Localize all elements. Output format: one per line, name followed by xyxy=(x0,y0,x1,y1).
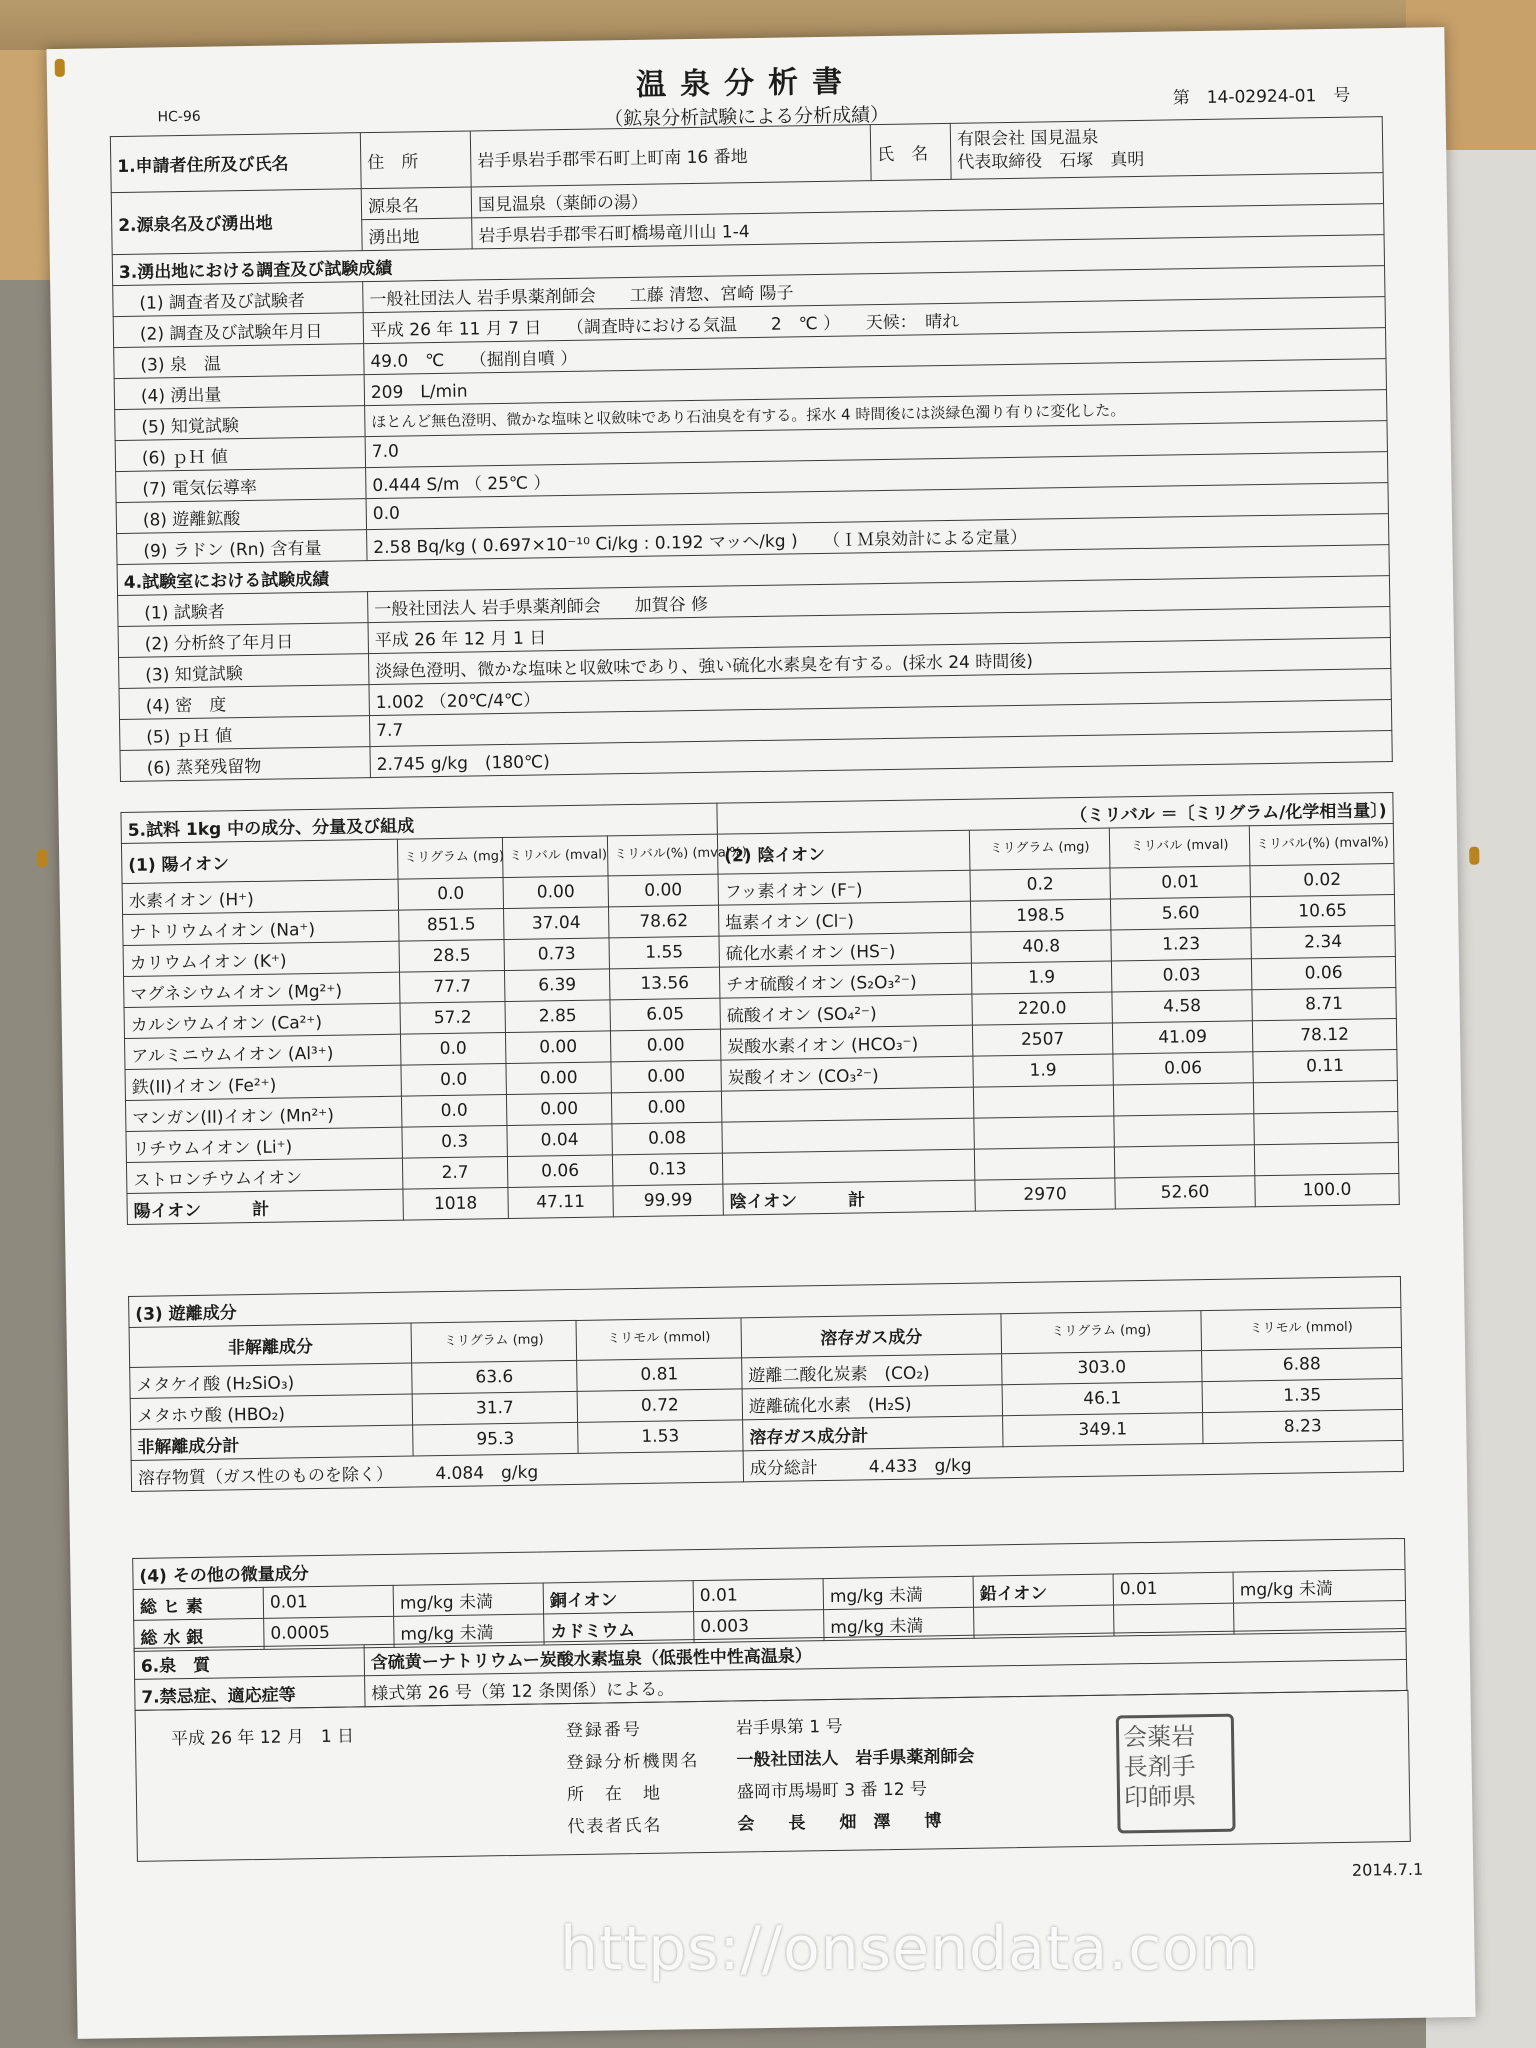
cation-pct: 0.00 xyxy=(610,1029,720,1062)
location-label: 所 在 地 xyxy=(566,1783,663,1806)
empty-cell xyxy=(1114,1114,1254,1147)
s4-key: (4) 密 度 xyxy=(119,685,369,720)
gas-mmol: 1.35 xyxy=(1202,1378,1402,1412)
cation-total-mg: 1018 xyxy=(403,1187,508,1220)
s3-key: (4) 湧出量 xyxy=(114,375,364,410)
nd-total-mg: 95.3 xyxy=(413,1422,578,1456)
s3-value: 0.444 S/m （ 25℃ ） xyxy=(366,452,1388,499)
anion-mval: 5.60 xyxy=(1110,897,1250,930)
total-components: 成分総計 4.433 g/kg xyxy=(743,1440,1403,1481)
anion-mval: 41.09 xyxy=(1112,1021,1252,1054)
anion-mg: 40.8 xyxy=(971,930,1111,963)
anion-title: (2) 陰イオン xyxy=(717,830,970,874)
section-3-title: 3.湧出地における調査及び試験成績 xyxy=(112,235,1384,286)
gas-name: 遊離二酸化炭素 (CO₂) xyxy=(742,1354,1002,1389)
location-value: 岩手県岩手郡雫石町橋場竜川山 1-4 xyxy=(472,204,1384,249)
cation-pct: 0.00 xyxy=(611,1060,721,1093)
s3-key: (7) 電気伝導率 xyxy=(116,468,366,503)
gas-mg: 303.0 xyxy=(1002,1351,1202,1385)
s3-key: (6) ｐＨ 値 xyxy=(115,437,365,472)
s3-value: 49.0 ℃ （掘削自噴 ） xyxy=(364,328,1386,375)
representative-name: 代表取締役 石塚 真明 xyxy=(957,149,1145,173)
anion-mg: 2507 xyxy=(972,1023,1112,1056)
anion-mval: 0.03 xyxy=(1111,959,1251,992)
cation-mval: 6.39 xyxy=(504,969,609,1002)
cation-name: アルミニウムイオン (Al³⁺) xyxy=(125,1034,401,1069)
cation-mval: 0.00 xyxy=(506,1093,611,1126)
cation-mval: 0.00 xyxy=(503,876,608,909)
cation-mg: 0.0 xyxy=(398,878,503,911)
cation-pct: 13.56 xyxy=(609,967,719,1000)
s4-key: (2) 分析終了年月日 xyxy=(118,623,368,658)
anion-name: 炭酸水素イオン (HCO₃⁻) xyxy=(720,1025,972,1060)
s3-key: (2) 調査及び試験年月日 xyxy=(113,313,363,348)
issue-date: 平成 26 年 12 月 1 日 xyxy=(170,1726,355,1750)
cation-pct: 0.00 xyxy=(608,874,718,907)
cation-total-mval: 47.11 xyxy=(508,1186,613,1219)
s3-value: 一般社団法人 岩手県薬剤師会 工藤 清惣、宮崎 陽子 xyxy=(363,266,1385,313)
source-name-value: 国見温泉（薬師の湯） xyxy=(471,173,1383,218)
anion-mval: 0.06 xyxy=(1113,1052,1253,1085)
anion-total-mval: 52.60 xyxy=(1115,1176,1255,1209)
s4-key: (1) 試験者 xyxy=(118,592,368,627)
source-label: 2.源泉名及び湧出地 xyxy=(111,189,362,255)
millival-note: （ミリバル ＝〔ミリグラム/化学相当量〕) xyxy=(717,793,1393,835)
nd-total-label: 非解離成分計 xyxy=(131,1425,413,1460)
name-label: 氏 名 xyxy=(870,123,951,180)
official-seal: 会薬岩 長剤手 印師県 xyxy=(1116,1714,1236,1834)
header-mg: ミリグラム (mg) xyxy=(411,1320,577,1363)
trace-name: 鉛イオン xyxy=(973,1574,1113,1607)
nd-mmol: 0.72 xyxy=(577,1389,742,1423)
organization-label: 登録分析機関名 xyxy=(566,1751,700,1774)
cation-mg: 77.7 xyxy=(399,971,504,1004)
trace-value: 0.01 xyxy=(1113,1572,1233,1605)
cation-mval: 0.00 xyxy=(506,1062,611,1095)
anion-mg: 198.5 xyxy=(970,899,1110,932)
watermark-url: https://onsendata.com xyxy=(560,1914,1260,1984)
cation-pct: 0.13 xyxy=(612,1153,722,1186)
anion-pct: 0.11 xyxy=(1253,1050,1397,1083)
anion-total-mg: 2970 xyxy=(975,1178,1115,1211)
anion-mval: 1.23 xyxy=(1111,928,1251,961)
gas-total-mg: 349.1 xyxy=(1003,1413,1203,1447)
cation-pct: 0.08 xyxy=(612,1122,722,1155)
gas-name: 遊離硫化水素 (H₂S) xyxy=(742,1385,1002,1420)
registration-row xyxy=(566,1712,843,1741)
cation-name: カリウムイオン (K⁺) xyxy=(123,941,399,976)
cation-total-pct: 99.99 xyxy=(613,1184,723,1217)
cation-title: (1) 陽イオン xyxy=(121,839,398,883)
cation-name: 水素イオン (H⁺) xyxy=(122,879,398,914)
anion-mg: 1.9 xyxy=(971,961,1111,994)
trace-value: 0.01 xyxy=(693,1579,823,1612)
header-mg: ミリグラム (mg) xyxy=(969,828,1110,870)
representative-label: 代表者氏名 xyxy=(567,1815,663,1838)
header-mval: ミリバル (mval) xyxy=(502,836,608,878)
gas-total-mmol: 8.23 xyxy=(1203,1409,1403,1443)
organization-value: 一般社団法人 岩手県薬剤師会 xyxy=(736,1746,975,1771)
header-mval-pct: ミリバル(%) (mval%) xyxy=(607,834,718,876)
location-row xyxy=(567,1774,927,1805)
empty-cell xyxy=(1113,1083,1253,1116)
empty-cell xyxy=(974,1147,1114,1180)
s4-key: (3) 知覚試験 xyxy=(119,654,369,689)
s3-key: (3) 泉 温 xyxy=(114,344,364,379)
cation-name: マグネシウムイオン (Mg²⁺) xyxy=(124,972,400,1007)
gas-title: 溶存ガス成分 xyxy=(741,1314,1002,1358)
s3-key: (5) 知覚試験 xyxy=(115,406,365,441)
cation-mg: 851.5 xyxy=(399,909,504,942)
cation-pct: 0.00 xyxy=(611,1091,721,1124)
s4-value: 1.002 （20℃/4℃） xyxy=(369,669,1391,716)
indications-label: 7.禁忌症、適応症等 xyxy=(135,1676,365,1711)
anion-mval: 0.01 xyxy=(1110,866,1250,899)
header-mval: ミリバル (mval) xyxy=(1109,826,1250,868)
header-mg: ミリグラム (mg) xyxy=(397,838,503,880)
anion-name: フッ素イオン (F⁻) xyxy=(718,870,970,905)
free-components-title: (3) 遊離成分 xyxy=(129,1276,1401,1327)
trace-unit: mg/kg 未満 xyxy=(394,1614,544,1647)
company-name: 有限会社 国見温泉 xyxy=(956,127,1099,151)
trace-unit: mg/kg 未満 xyxy=(823,1576,973,1609)
s4-value: 7.7 xyxy=(369,700,1391,747)
s4-key: (6) 蒸発残留物 xyxy=(120,747,370,782)
cation-name: マンガン(II)イオン (Mn²⁺) xyxy=(125,1096,401,1131)
s3-value: ほとんど無色澄明、微かな塩味と収斂味であり石油臭を有する。採水 4 時間後には淡緑色濁り有りに変化した。 xyxy=(365,390,1387,437)
cation-name: 鉄(II)イオン (Fe²⁺) xyxy=(125,1065,401,1100)
anion-mg: 220.0 xyxy=(972,992,1112,1025)
anion-pct: 0.06 xyxy=(1251,957,1395,990)
nd-total-mmol: 1.53 xyxy=(578,1420,743,1454)
organization-row xyxy=(566,1742,974,1773)
s3-key: (8) 遊離鉱酸 xyxy=(116,499,366,534)
cation-name: カルシウムイオン (Ca²⁺) xyxy=(124,1003,400,1038)
s4-value: 2.745 g/kg (180℃) xyxy=(370,731,1392,778)
section-4-title: 4.試験室における試験成績 xyxy=(117,545,1389,596)
cation-mg: 0.0 xyxy=(401,1095,506,1128)
nd-name: メタホウ酸 (HBO₂) xyxy=(130,1394,412,1429)
cation-mval: 0.04 xyxy=(507,1124,612,1157)
cation-total-label: 陽イオン 計 xyxy=(127,1189,403,1224)
analysis-document xyxy=(46,27,1475,2039)
empty-cell xyxy=(1114,1145,1254,1178)
anion-pct: 10.65 xyxy=(1250,895,1394,928)
cation-mval: 37.04 xyxy=(504,907,609,940)
anion-name: 硫酸イオン (SO₄²⁻) xyxy=(720,994,972,1029)
s4-value: 淡緑色澄明、微かな塩味と収斂味であり、強い硫化水素臭を有する。(採水 24 時間後) xyxy=(368,638,1390,685)
trace-title: (4) その他の微量成分 xyxy=(133,1538,1405,1589)
pin-icon xyxy=(37,849,47,867)
pin-icon xyxy=(1469,847,1479,865)
location-label: 湧出地 xyxy=(362,218,472,251)
cation-mg: 2.7 xyxy=(402,1156,507,1189)
anion-total-pct: 100.0 xyxy=(1255,1173,1399,1206)
empty-cell xyxy=(973,1085,1113,1118)
applicant-label: 1.申請者住所及び氏名 xyxy=(110,133,361,193)
empty-cell xyxy=(1254,1112,1398,1145)
address-value: 岩手県岩手郡雫石町上町南 16 番地 xyxy=(470,125,871,187)
anion-name: 炭酸イオン (CO₃²⁻) xyxy=(721,1056,973,1091)
anion-name: 硫化水素イオン (HS⁻) xyxy=(719,932,971,967)
free-components-table xyxy=(128,1276,1404,1492)
document-number: 第 14-02924-01 号 xyxy=(1172,85,1351,109)
empty-cell xyxy=(721,1087,973,1122)
s3-value: 0.0 xyxy=(366,483,1388,530)
s3-key: (1) 調査者及び試験者 xyxy=(113,282,363,317)
cation-mg: 0.0 xyxy=(400,1033,505,1066)
cation-mval: 2.85 xyxy=(505,1000,610,1033)
empty-cell xyxy=(722,1118,974,1153)
cation-pct: 6.05 xyxy=(610,998,720,1031)
trace-name: カドミウム xyxy=(544,1612,694,1645)
gas-mmol: 6.88 xyxy=(1202,1347,1402,1381)
anion-pct: 0.02 xyxy=(1250,864,1394,897)
empty-cell xyxy=(974,1116,1114,1149)
ions-table xyxy=(120,792,1399,1225)
cation-pct: 78.62 xyxy=(609,905,719,938)
trace-unit: mg/kg 未満 xyxy=(824,1607,974,1640)
location-value: 盛岡市馬場町 3 番 12 号 xyxy=(736,1779,928,1803)
s3-key: (9) ラドン (Rn) 含有量 xyxy=(117,530,367,565)
anion-pct: 78.12 xyxy=(1252,1019,1396,1052)
s3-value: 209 L/min xyxy=(364,359,1386,406)
anion-pct: 2.34 xyxy=(1251,926,1395,959)
document-subtitle: （鉱泉分析試験による分析成績） xyxy=(603,103,890,131)
trace-unit: mg/kg 未満 xyxy=(1233,1569,1406,1603)
address-label: 住 所 xyxy=(360,131,471,189)
anion-mval: 4.58 xyxy=(1112,990,1252,1023)
s3-value: 平成 26 年 11 月 7 日 （調査時における気温 2 ℃ ） 天候： 晴れ xyxy=(363,297,1385,344)
cation-mg: 57.2 xyxy=(400,1002,505,1035)
indications-value: 様式第 26 号（第 12 条関係）による。 xyxy=(365,1659,1407,1706)
document-title: 温泉分析書 xyxy=(635,64,857,103)
header-mg: ミリグラム (mg) xyxy=(1001,1311,1202,1354)
cation-name: ストロンチウムイオン xyxy=(126,1158,402,1193)
representative-value: 会 長 畑 澤 博 xyxy=(737,1811,942,1835)
registration-value: 岩手県第 1 号 xyxy=(735,1716,843,1739)
nd-mg: 31.7 xyxy=(412,1391,577,1425)
trace-value: 0.0005 xyxy=(264,1616,394,1649)
section-5-title: 5.試料 1kg 中の成分、分量及び組成 xyxy=(121,803,717,843)
anion-name: チオ硫酸イオン (S₂O₃²⁻) xyxy=(719,963,971,998)
form-code: HC-96 xyxy=(157,108,201,126)
cation-mg: 0.3 xyxy=(402,1126,507,1159)
trace-value: 0.01 xyxy=(263,1585,393,1618)
registration-label: 登録番号 xyxy=(565,1719,643,1742)
nd-mg: 63.6 xyxy=(412,1360,577,1394)
representative-row xyxy=(567,1806,941,1837)
anion-name: 塩素イオン (Cl⁻) xyxy=(718,901,970,936)
trace-name: 銅イオン xyxy=(543,1581,693,1614)
s4-key: (5) ｐＨ 値 xyxy=(119,716,369,751)
cation-pct: 1.55 xyxy=(609,936,719,969)
header-mmol: ミリモル (mmol) xyxy=(576,1318,742,1361)
trace-name: 総 水 銀 xyxy=(134,1618,264,1651)
print-date: 2014.7.1 xyxy=(1351,1859,1424,1880)
trace-name: 総 ヒ 素 xyxy=(133,1587,263,1620)
anion-pct: 8.71 xyxy=(1252,988,1396,1021)
cation-mval: 0.00 xyxy=(505,1031,610,1064)
sections-1-4-table xyxy=(110,116,1393,782)
empty-cell xyxy=(722,1149,974,1184)
source-name-label: 源泉名 xyxy=(361,187,471,220)
spring-quality-value: 含硫黄ーナトリウムー炭酸水素塩泉（低張性中性高温泉） xyxy=(364,1628,1406,1675)
cation-mval: 0.73 xyxy=(504,938,609,971)
cation-mg: 0.0 xyxy=(401,1064,506,1097)
cation-mg: 28.5 xyxy=(399,940,504,973)
trace-value: 0.003 xyxy=(694,1610,824,1643)
anion-mg: 1.9 xyxy=(973,1054,1113,1087)
nd-mmol: 0.81 xyxy=(577,1358,742,1392)
s4-value: 平成 26 年 12 月 1 日 xyxy=(368,607,1390,654)
name-value xyxy=(950,117,1383,180)
spring-quality-label: 6.泉 質 xyxy=(134,1645,364,1680)
s3-value: 7.0 xyxy=(365,421,1387,468)
empty-cell xyxy=(1254,1143,1398,1176)
header-mval-pct: ミリバル(%) (mval%) xyxy=(1249,824,1394,866)
gas-total-label: 溶存ガス成分計 xyxy=(743,1416,1003,1451)
issuer-block xyxy=(135,1690,1411,1862)
non-dissociated-title: 非解離成分 xyxy=(129,1323,412,1367)
trace-unit: mg/kg 未満 xyxy=(393,1583,543,1616)
header-mmol: ミリモル (mmol) xyxy=(1201,1307,1402,1350)
empty-cell xyxy=(1253,1081,1397,1114)
dissolved-matter: 溶存物質（ガス性のものを除く） 4.084 g/kg xyxy=(131,1451,743,1492)
anion-total-label: 陰イオン 計 xyxy=(723,1180,975,1215)
s4-value: 一般社団法人 岩手県薬剤師会 加賀谷 修 xyxy=(368,576,1390,623)
gas-mg: 46.1 xyxy=(1002,1382,1202,1416)
s3-value: 2.58 Bq/kg ( 0.697×10⁻¹⁰ Ci/kg : 0.192 マッヘ/kg ) （ＩＭ泉効計による定量） xyxy=(367,514,1389,561)
cation-name: ナトリウムイオン (Na⁺) xyxy=(123,910,399,945)
nd-name: メタケイ酸 (H₂SiO₃) xyxy=(130,1363,412,1398)
cation-mval: 0.06 xyxy=(507,1155,612,1188)
anion-mg: 0.2 xyxy=(970,868,1110,901)
cation-name: リチウムイオン (Li⁺) xyxy=(126,1127,402,1162)
